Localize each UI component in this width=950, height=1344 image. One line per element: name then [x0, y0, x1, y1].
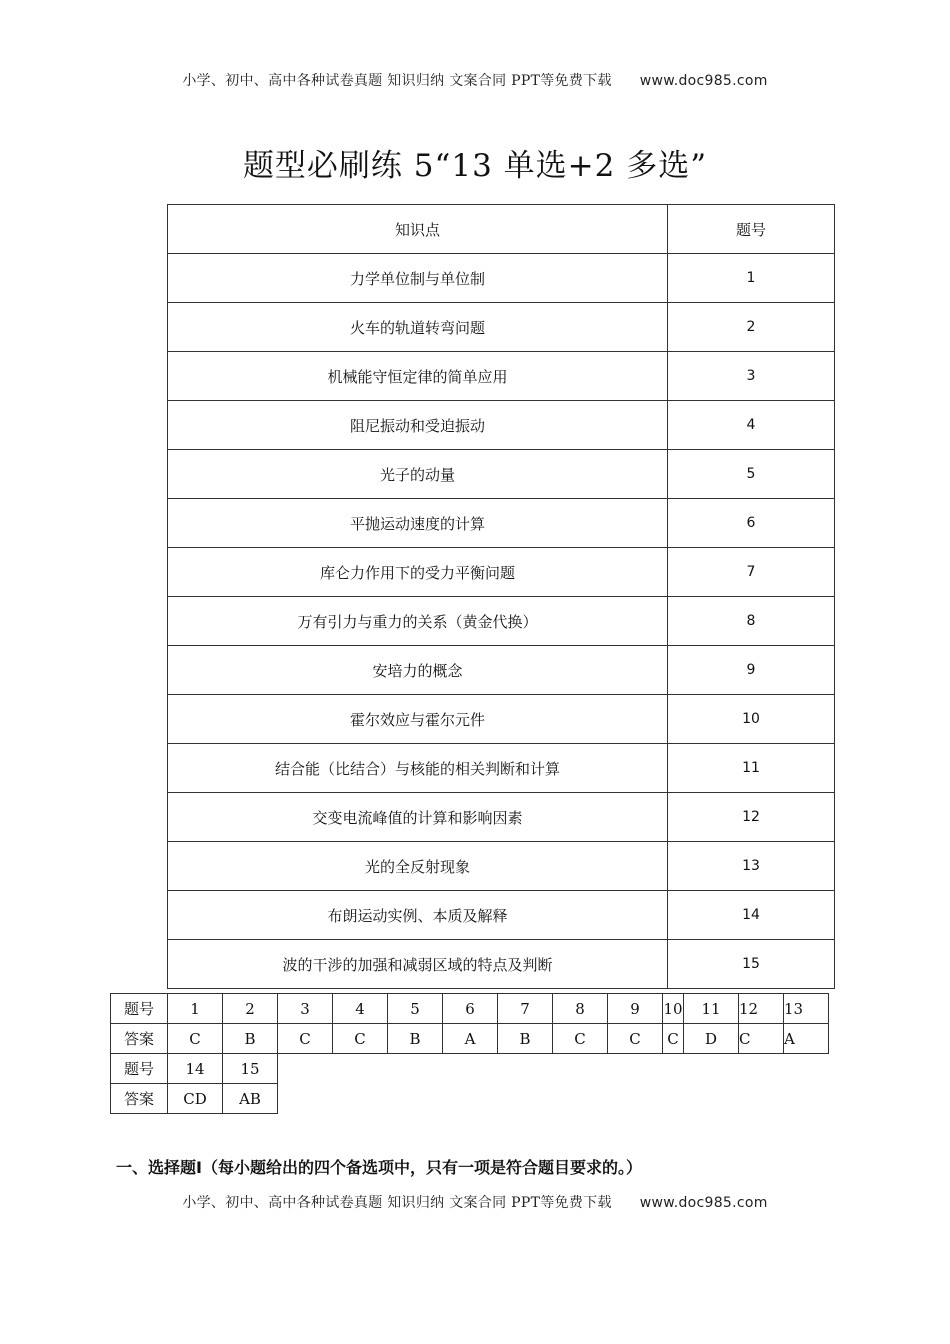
- question-number-cell: 7: [498, 994, 553, 1024]
- topic-cell: 库仑力作用下的受力平衡问题: [168, 548, 668, 597]
- question-number-cell: 13: [668, 842, 835, 891]
- empty-cell: [388, 1084, 443, 1114]
- answer-cell: C: [663, 1024, 684, 1054]
- table-row: [168, 793, 835, 842]
- answer-cell: CD: [168, 1084, 223, 1114]
- empty-cell: [784, 1084, 829, 1114]
- answer-table-question-row-2: [111, 1054, 829, 1084]
- table-row: [168, 695, 835, 744]
- topic-cell: 万有引力与重力的关系（黄金代换）: [168, 597, 668, 646]
- empty-cell: [739, 1084, 784, 1114]
- empty-cell: [278, 1084, 333, 1114]
- header-site[interactable]: www.doc985.com: [639, 73, 768, 89]
- table-row: [168, 548, 835, 597]
- question-number-cell: 15: [223, 1054, 278, 1084]
- table-row: [168, 940, 835, 989]
- empty-cell: [443, 1084, 498, 1114]
- topic-cell: 机械能守恒定律的简单应用: [168, 352, 668, 401]
- topic-cell: 力学单位制与单位制: [168, 254, 668, 303]
- header-text: 小学、初中、高中各种试卷真题 知识归纳 文案合同 PPT等免费下载: [182, 73, 612, 89]
- empty-cell: [278, 1054, 333, 1084]
- empty-cell: [684, 1054, 739, 1084]
- empty-cell: [388, 1054, 443, 1084]
- question-number-cell: 12: [739, 994, 784, 1024]
- section-heading: 一、选择题Ⅰ（每小题给出的四个备选项中，只有一项是符合题目要求的。）: [116, 1158, 642, 1177]
- header-cell-topic: 知识点: [168, 205, 668, 254]
- topic-cell: 火车的轨道转弯问题: [168, 303, 668, 352]
- page-footer: [0, 1192, 950, 1212]
- question-number-cell: 8: [553, 994, 608, 1024]
- topic-cell: 平抛运动速度的计算: [168, 499, 668, 548]
- question-number-cell: 6: [668, 499, 835, 548]
- answer-cell: A: [443, 1024, 498, 1054]
- question-number-cell: 12: [668, 793, 835, 842]
- empty-cell: [498, 1054, 553, 1084]
- question-number-cell: 10: [668, 695, 835, 744]
- topic-cell: 交变电流峰值的计算和影响因素: [168, 793, 668, 842]
- empty-cell: [784, 1054, 829, 1084]
- empty-cell: [443, 1054, 498, 1084]
- answer-cell: C: [168, 1024, 223, 1054]
- table-header-row: [168, 205, 835, 254]
- answer-table-answer-row-2: [111, 1084, 829, 1114]
- question-number-cell: 3: [668, 352, 835, 401]
- empty-cell: [608, 1054, 663, 1084]
- empty-cell: [333, 1054, 388, 1084]
- knowledge-point-table: [167, 204, 835, 989]
- question-number-cell: 13: [784, 994, 829, 1024]
- table-row: [168, 842, 835, 891]
- answer-cell: B: [498, 1024, 553, 1054]
- answer-table: [110, 993, 829, 1114]
- answer-cell: C: [278, 1024, 333, 1054]
- question-number-cell: 9: [608, 994, 663, 1024]
- answer-cell: D: [684, 1024, 739, 1054]
- empty-cell: [663, 1084, 684, 1114]
- answer-cell: C: [553, 1024, 608, 1054]
- question-number-cell: 10: [663, 994, 684, 1024]
- table-row: [168, 450, 835, 499]
- answer-table-question-row: [111, 994, 829, 1024]
- page-header: [0, 70, 950, 90]
- document-title: 题型必刷练 5“13 单选+2 多选”: [242, 148, 708, 184]
- question-number-cell: 4: [333, 994, 388, 1024]
- topic-cell: 结合能（比结合）与核能的相关判断和计算: [168, 744, 668, 793]
- topic-cell: 阻尼振动和受迫振动: [168, 401, 668, 450]
- topic-cell: 布朗运动实例、本质及解释: [168, 891, 668, 940]
- empty-cell: [498, 1084, 553, 1114]
- question-number-cell: 7: [668, 548, 835, 597]
- question-number-cell: 5: [668, 450, 835, 499]
- question-number-cell: 5: [388, 994, 443, 1024]
- answer-table-answer-row: [111, 1024, 829, 1054]
- empty-cell: [608, 1084, 663, 1114]
- table-row: [168, 499, 835, 548]
- empty-cell: [333, 1084, 388, 1114]
- table-row: [168, 352, 835, 401]
- question-number-cell: 11: [668, 744, 835, 793]
- topic-cell: 安培力的概念: [168, 646, 668, 695]
- answer-cell: C: [739, 1024, 784, 1054]
- table-row: [168, 254, 835, 303]
- answer-cell: C: [608, 1024, 663, 1054]
- table-row: [168, 597, 835, 646]
- table-row: [168, 744, 835, 793]
- table-row: [168, 401, 835, 450]
- footer-text: 小学、初中、高中各种试卷真题 知识归纳 文案合同 PPT等免费下载: [182, 1195, 612, 1211]
- table-row: [168, 891, 835, 940]
- empty-cell: [553, 1054, 608, 1084]
- empty-cell: [684, 1084, 739, 1114]
- table-row: [168, 303, 835, 352]
- table-row: [168, 646, 835, 695]
- topic-cell: 波的干涉的加强和减弱区域的特点及判断: [168, 940, 668, 989]
- question-number-cell: 1: [668, 254, 835, 303]
- answer-cell: C: [333, 1024, 388, 1054]
- question-number-cell: 9: [668, 646, 835, 695]
- empty-cell: [553, 1084, 608, 1114]
- question-number-cell: 6: [443, 994, 498, 1024]
- answer-cell: A: [784, 1024, 829, 1054]
- question-number-cell: 8: [668, 597, 835, 646]
- question-number-cell: 14: [668, 891, 835, 940]
- question-number-cell: 2: [223, 994, 278, 1024]
- topic-cell: 光的全反射现象: [168, 842, 668, 891]
- question-number-cell: 3: [278, 994, 333, 1024]
- topic-cell: 光子的动量: [168, 450, 668, 499]
- footer-site[interactable]: www.doc985.com: [639, 1195, 768, 1211]
- answer-cell: AB: [223, 1084, 278, 1114]
- answer-cell: B: [223, 1024, 278, 1054]
- question-number-cell: 4: [668, 401, 835, 450]
- answer-cell: B: [388, 1024, 443, 1054]
- answer-label-cell: 答案: [111, 1024, 168, 1054]
- question-number-cell: 15: [668, 940, 835, 989]
- question-number-cell: 2: [668, 303, 835, 352]
- empty-cell: [739, 1054, 784, 1084]
- question-number-cell: 14: [168, 1054, 223, 1084]
- question-label-cell-2: 题号: [111, 1054, 168, 1084]
- question-number-cell: 11: [684, 994, 739, 1024]
- question-number-cell: 1: [168, 994, 223, 1024]
- question-label-cell: 题号: [111, 994, 168, 1024]
- answer-label-cell-2: 答案: [111, 1084, 168, 1114]
- empty-cell: [663, 1054, 684, 1084]
- header-cell-number: 题号: [668, 205, 835, 254]
- topic-cell: 霍尔效应与霍尔元件: [168, 695, 668, 744]
